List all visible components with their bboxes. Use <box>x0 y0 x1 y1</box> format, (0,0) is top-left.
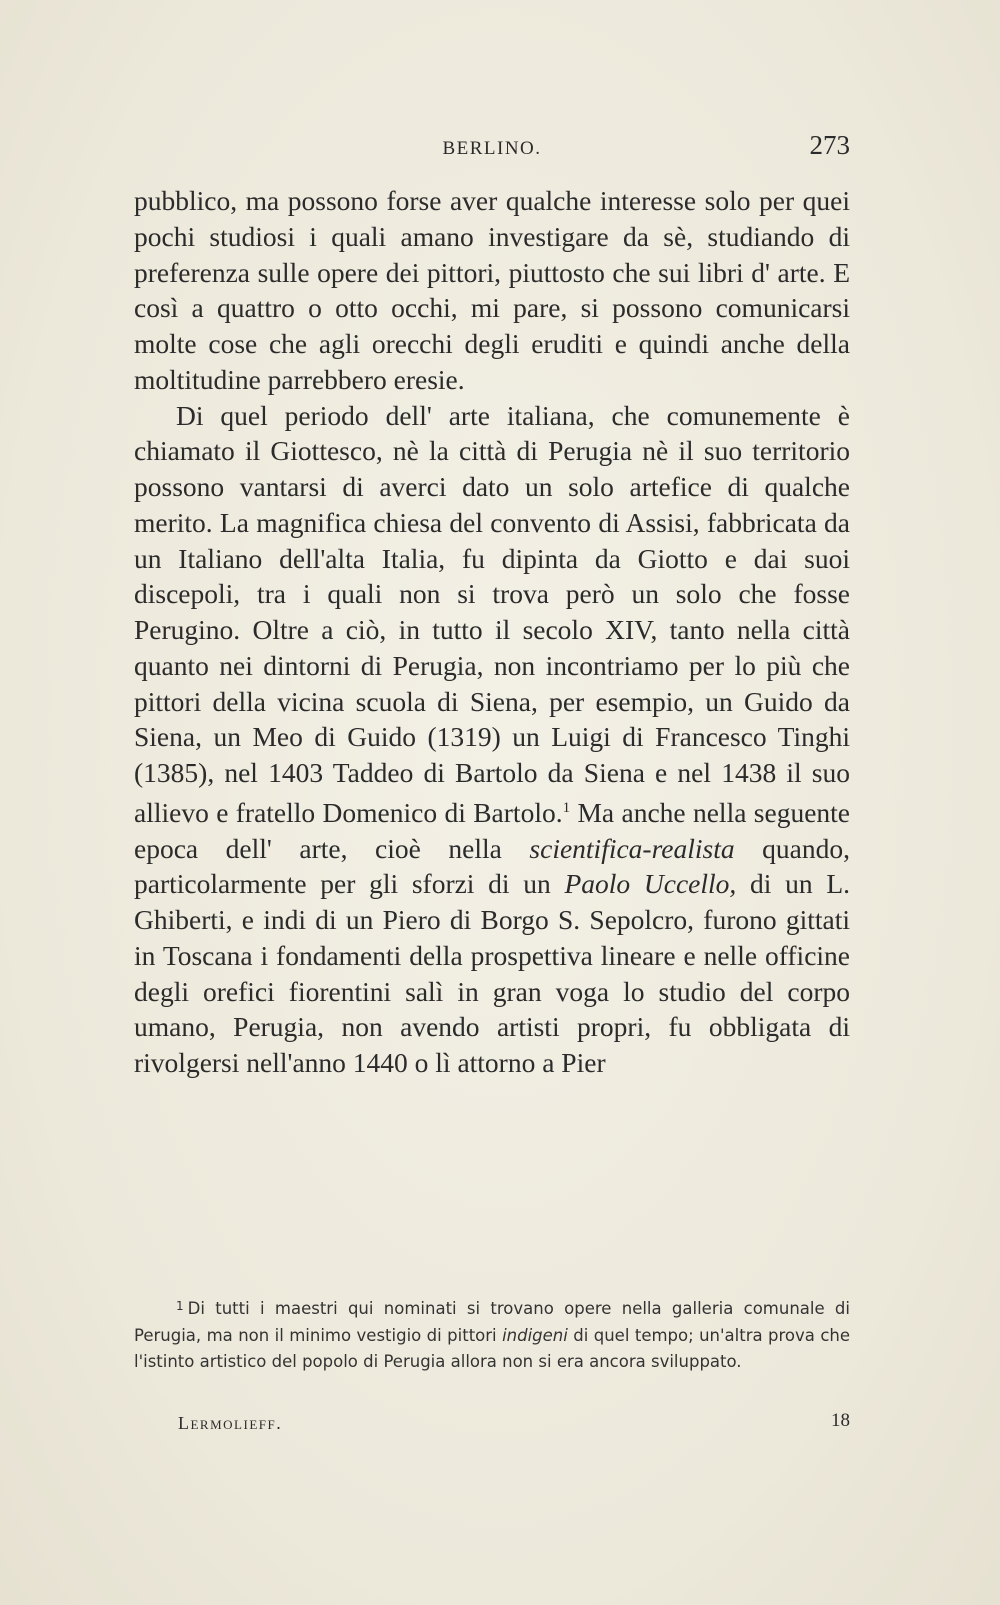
paragraph-2 <box>134 398 850 1081</box>
footnote <box>134 1293 850 1376</box>
footnote-mark: 1 <box>176 1299 184 1313</box>
page-number: 273 <box>809 130 850 160</box>
running-title: BERLINO. <box>442 138 542 159</box>
paragraph-1: pubblico, ma possono forse aver qualche interesse solo per quei pochi studiosi i quali amano investigare da sè, studiando di preferenza sulle opere dei pittori, piuttosto che sui libri d' arte. E così a quattro o otto occhi, mi pare, si possono comunicarsi molte cose che agli orecchi degli eruditi e quindi anche della moltitudine parrebbero eresie. <box>134 185 850 395</box>
paragraph-2-text-4: di un L. Ghiberti, e indi di un Piero di Borgo S. Sepolcro, furono gittati in Toscana i fondamenti della prospettiva lineare e nelle officine degli orefici fiorentini salì in gran voga lo studio del corpo umano, Perugia, non avendo artisti propri, fu obbligata di rivolgersi nell'anno 1440 o lì attorno a Pier <box>134 868 850 1078</box>
footnote-italic-indigeni: indigeni <box>502 1325 568 1345</box>
signature-mark: Lermolieff. <box>178 1413 283 1433</box>
footnote-1 <box>134 1293 850 1376</box>
paragraph-2-text-3: quando, particolarmente per gli sforzi di un <box>134 832 850 900</box>
footnote-text-1: Di tutti i maestri qui nominati si trovano opere nella galleria comunale di Perugia, ma non il minimo vestigio di pittori <box>134 1299 850 1345</box>
body-text <box>134 183 850 1081</box>
paragraph-2-text-2: Ma anche nella seguente epoca dell' arte, cioè nella <box>134 796 850 864</box>
footnote-text-2: di quel tempo; un'altra prova che l'istinto artistico del popolo di Perugia allora non si era ancora sviluppato. <box>134 1325 851 1371</box>
italic-scientifica-realista: scientifica-realista <box>529 832 735 864</box>
paragraph-2-text-1: Di quel periodo dell' arte italiana, che comunemente è chiamato il Giottesco, nè la città di Perugia nè il suo territorio possono vantarsi di averci dato un solo artefice di qualche merito. La magnifica chiesa del convento di Assisi, fabbricata da un Italiano dell'alta Italia, fu dipinta da Giotto e dai suoi discepoli, tra i quali non si trova però un solo che fosse Perugino. Oltre a ciò, in tutto il secolo XIV, tanto nella città quanto nei dintorni di Perugia, non incontriamo per lo più che pittori della vicina scuola di Siena, per esempio, un Guido da Siena, un Meo di Guido (1319) un Luigi di Francesco Tinghi (1385), nel 1403 Taddeo di Bartolo da Siena e nel 1438 il suo allievo e fratello Domenico di Bartolo. <box>134 399 850 828</box>
running-head <box>134 130 850 166</box>
sheet-number: 18 <box>831 1410 850 1431</box>
italic-paolo-uccello: Paolo Uccello, <box>564 868 737 900</box>
footnote-reference: 1 <box>562 799 571 816</box>
